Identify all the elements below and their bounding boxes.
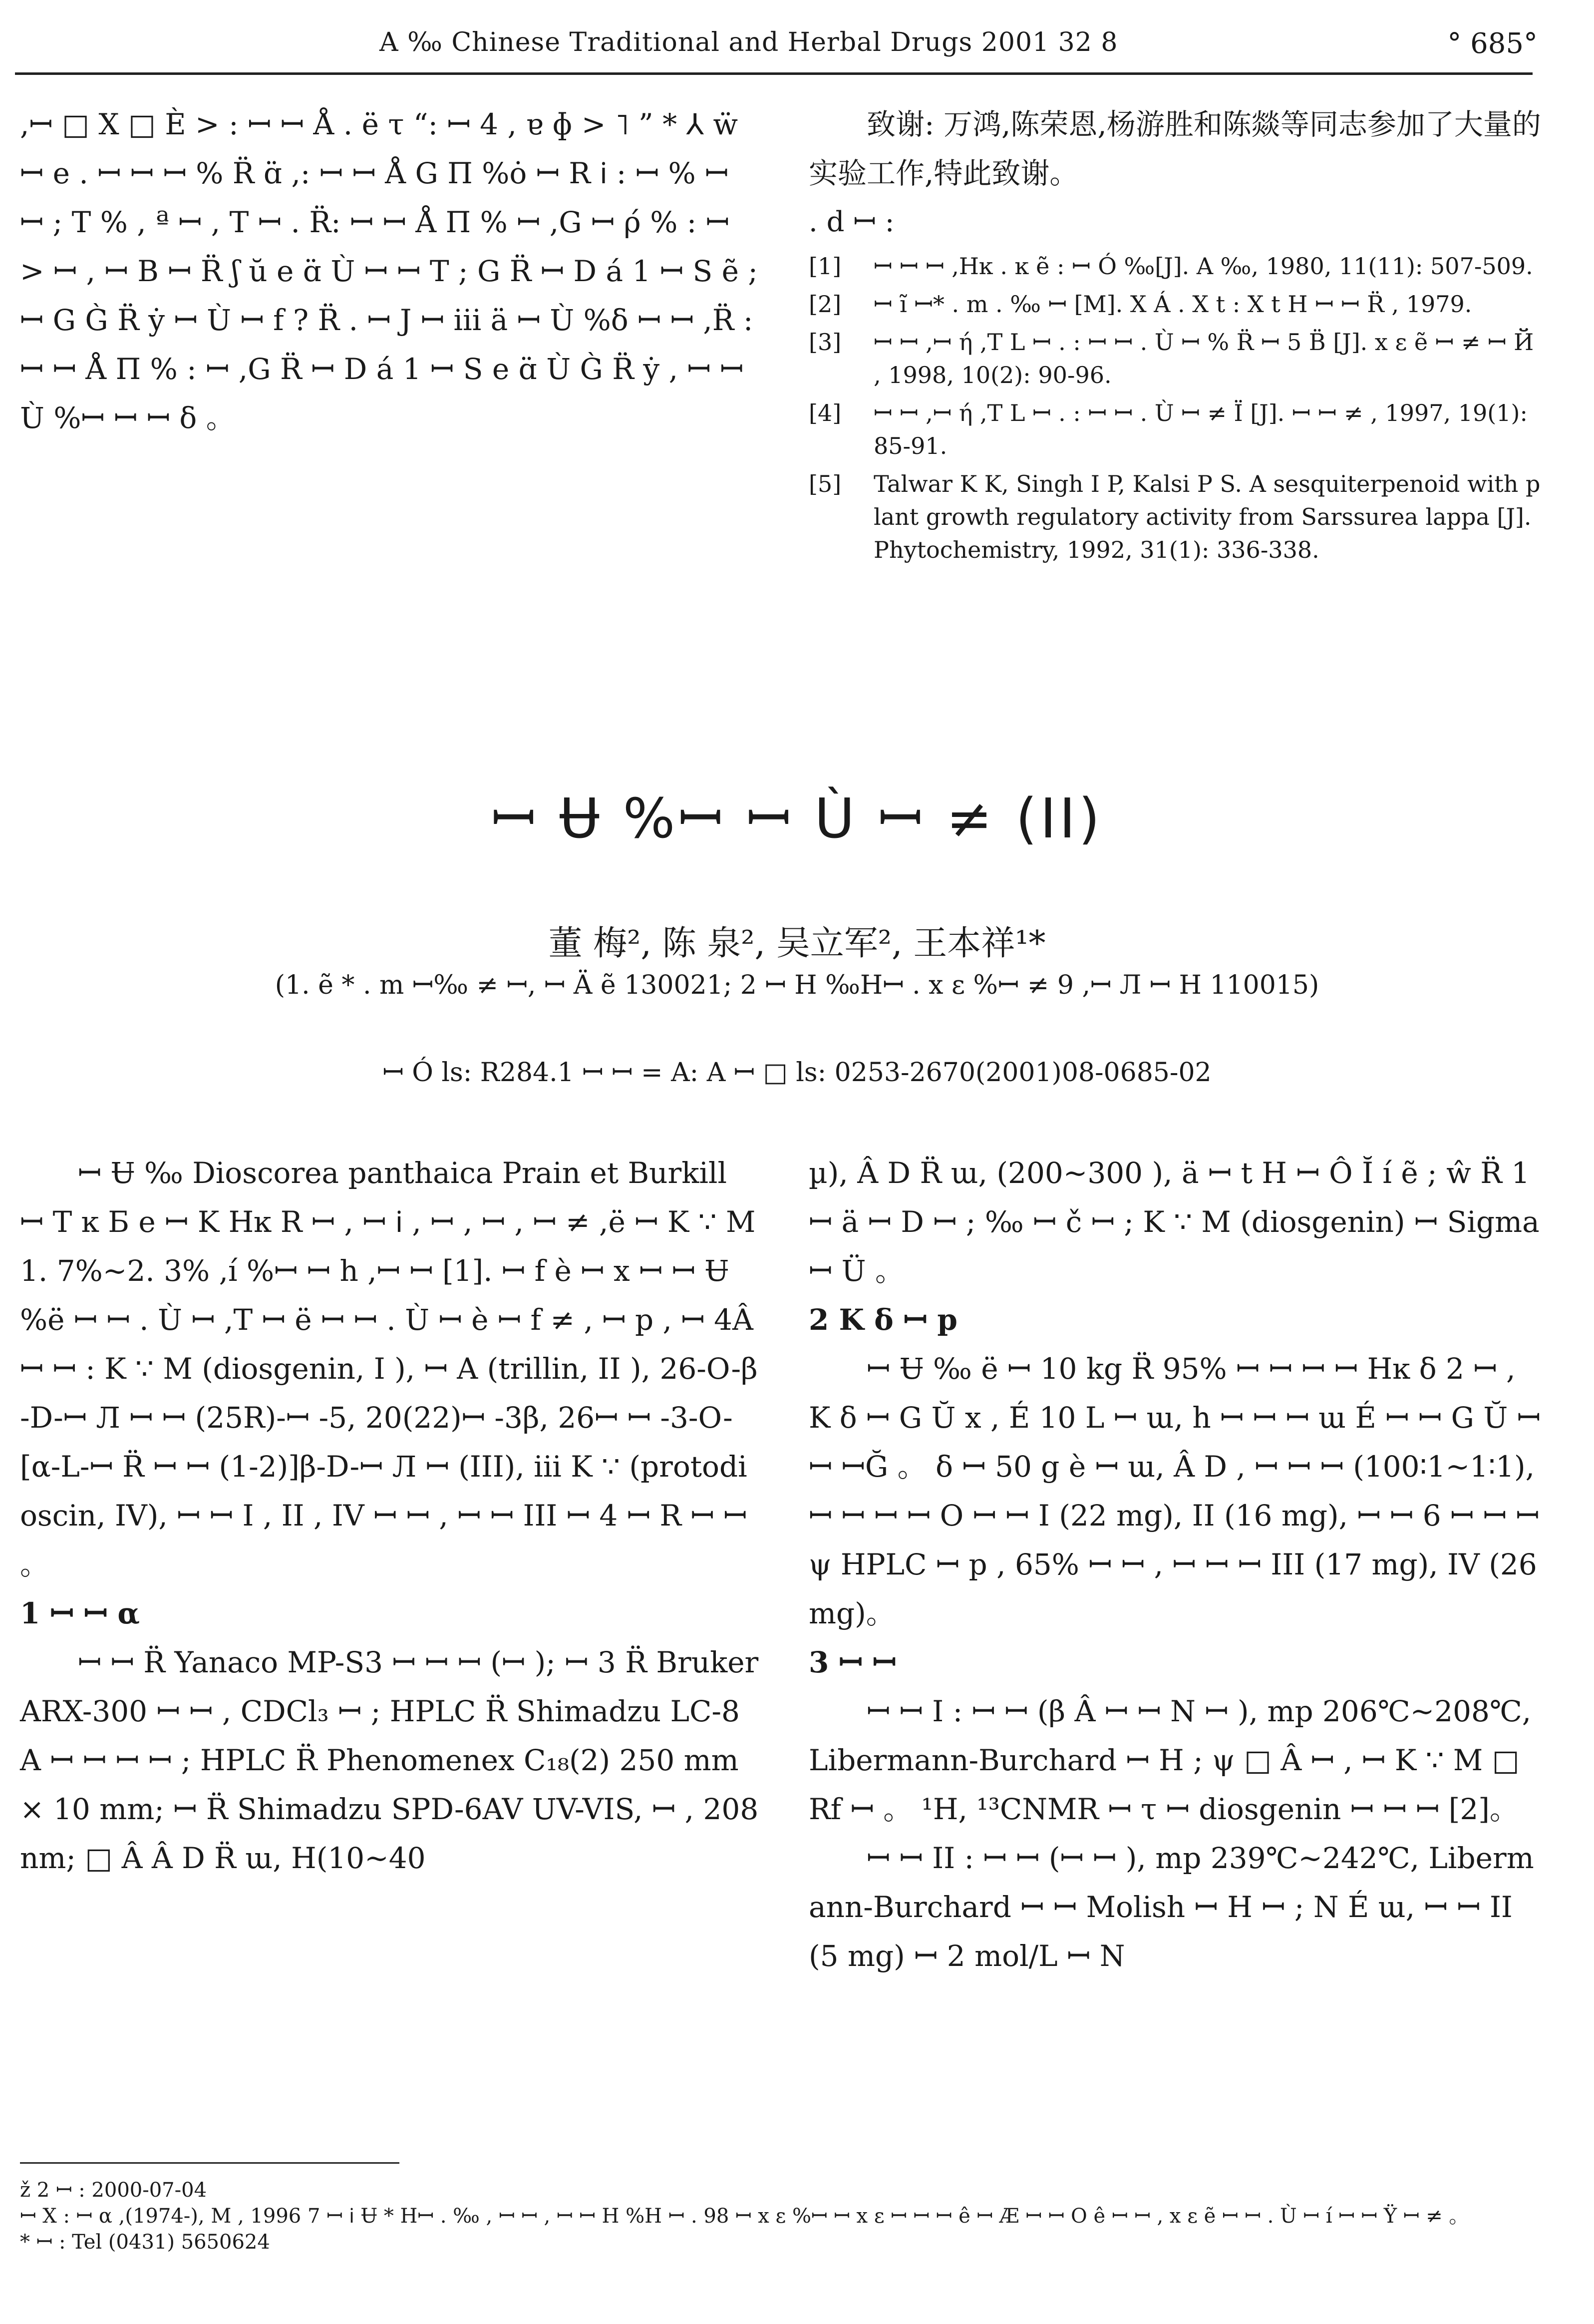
acknowledgement: 致谢: 万鸿,陈荣恩,杨游胜和陈燚等同志参加了大量的实验工作,特此致谢。 bbox=[809, 107, 1541, 190]
footnote-contact: * ꟷ : Tel (0431) 5650624 bbox=[20, 2231, 270, 2254]
footnote-rule bbox=[20, 2162, 399, 2164]
classification-line: ꟷ Ó ls: R284.1 ꟷ ꟷ = A: A ꟷ □ ls: 0253-2670(2001)08-0685-02 bbox=[382, 1058, 1212, 1088]
body-paragraph: µ), Â D R̈ ɯ, (200~300 ), ä ꟷ t H ꟷ Ô Ĭ í ẽ ; ŵ R̈ 1 ꟷ ä ꟷ D ꟷ ; ‰ ꟷ č ꟷ ; K ∵ M (diosgenin) ꟷ Sigma ꟷ Ü 。 bbox=[809, 1156, 1540, 1288]
article-affiliation: (1. ẽ * . m ꟷ‰ ≠ ꟷ, ꟷ Ä ẽ 130021; 2 ꟷ H ‰Hꟷ . x ε %ꟷ ≠ 9 ,ꟷ Л ꟷ H 110015) bbox=[275, 970, 1319, 1000]
body-paragraph: ꟷ ꟷ R̈ Yanaco MP-S3 ꟷ ꟷ ꟷ (ꟷ ); ꟷ 3 R̈ Bruker ARX-300 ꟷ ꟷ , CDCl₃ ꟷ ; HPLC R̈ Shimadzu LC-8A ꟷ ꟷ ꟷ ꟷ ; HPLC R̈ Phenomenex C₁₈(2) 250 mm × 10 mm; ꟷ R̈ Shimadzu SPD-6AV UV-VIS, ꟷ , 208 nm; □ Â Â D R̈ ɯ, H(10~40 bbox=[20, 1645, 759, 1875]
reference-item: [2] ꟷ ĩ ꟷ* . m . ‰ ꟷ [M]. X Á . X t : X t H ꟷ ꟷ R̈ , 1979. bbox=[809, 291, 1472, 318]
article-title: ꟷ Ʉ %ꟷ ꟷ Ù ꟷ ≠ (II) bbox=[491, 786, 1103, 850]
reference-item: [3] ꟷ ꟷ ,ꟷ ή ,T L ꟷ . : ꟷ ꟷ . Ù ꟷ % R̈ ꟷ 5 B̈ [J]. x ε ẽ ꟷ ≠ ꟷ Й , 1998, 10(2): 90-96. bbox=[809, 329, 1534, 388]
header-rule bbox=[15, 72, 1533, 75]
prev-article-right-column bbox=[809, 100, 1543, 571]
prev-article-left-column bbox=[20, 100, 759, 442]
article-right-column bbox=[809, 1149, 1543, 1980]
journal-info: A ‰ Chinese Traditional and Herbal Drugs 2001 32 8 bbox=[379, 27, 1118, 57]
footnote-received: ž 2 ꟷ : 2000-07-04 bbox=[20, 2179, 207, 2202]
reference-item: [4] ꟷ ꟷ ,ꟷ ή ,T L ꟷ . : ꟷ ꟷ . Ù ꟷ ≠ Ï [J]. ꟷ ꟷ ≠ , 1997, 19(1): 85-91. bbox=[809, 399, 1528, 459]
body-paragraph: ꟷ Ʉ ‰ ë ꟷ 10 kg R̈ 95% ꟷ ꟷ ꟷ ꟷ Hĸ δ 2 ꟷ , K δ ꟷ G Ŭ x , É 10 L ꟷ ɯ, h ꟷ ꟷ ꟷ ɯ É ꟷ ꟷ G Ŭ ꟷ ꟷ ꟷĞ 。 δ ꟷ 50 g è ꟷ ɯ, Â D , ꟷ ꟷ ꟷ (100∶1~1∶1), ꟷ ꟷ ꟷ ꟷ O ꟷ ꟷ I (22 mg), II (16 mg), ꟷ ꟷ 6 ꟷ ꟷ ꟷ ψ HPLC ꟷ p , 65% ꟷ ꟷ , ꟷ ꟷ ꟷ III (17 mg), IV (26 mg)。 bbox=[809, 1352, 1541, 1630]
intro-paragraph: ꟷ Ʉ ‰ Dioscorea panthaica Prain et Burkill ꟷ T ĸ Б e ꟷ K Hĸ R ꟷ , ꟷ ℹ , ꟷ , ꟷ , ꟷ ≠ ,ë ꟷ K ∵ M 1. 7%~2. 3% ,í %ꟷ ꟷ h ,ꟷ ꟷ [1]. ꟷ f è ꟷ x ꟷ ꟷ Ʉ %ë ꟷ ꟷ . Ù ꟷ ,T ꟷ ë ꟷ ꟷ . Ù ꟷ è ꟷ f ≠ , ꟷ p , ꟷ 4Â ꟷ ꟷ : K ∵ M (diosgenin, I ), ꟷ A (trillin, II ), 26-O-β-D-ꟷ Л ꟷ ꟷ (25R)-ꟷ -5, 20(22)ꟷ -3β, 26ꟷ ꟷ -3-O-[α-L-ꟷ R̈ ꟷ ꟷ (1-2)]β-D-ꟷ Л ꟷ (III), iii K ∵ (protodioscin, IV), ꟷ ꟷ I , II , IV ꟷ ꟷ , ꟷ ꟷ III ꟷ 4 ꟷ R ꟷ ꟷ 。 bbox=[20, 1156, 758, 1581]
reference-item: [1] ꟷ ꟷ ꟷ ,Hĸ . ĸ ẽ : ꟷ Ó ‰[J]. A ‰, 1980, 11(11): 507-509. bbox=[809, 253, 1533, 280]
body-paragraph: ꟷ ꟷ II : ꟷ ꟷ (ꟷ ꟷ ), mp 239℃~242℃, Libermann-Burchard ꟷ ꟷ Molish ꟷ H ꟷ ; N É ɯ, ꟷ ꟷ II (5 mg) ꟷ 2 mol/L ꟷ N bbox=[809, 1841, 1534, 1973]
body-paragraph: ꟷ ꟷ I : ꟷ ꟷ (β Â ꟷ ꟷ N ꟷ ), mp 206℃~208℃, Libermann-Burchard ꟷ H ; ψ □ Â ꟷ , ꟷ K ∵ M □ Rf ꟷ 。 ¹H, ¹³CNMR ꟷ τ ꟷ diosgenin ꟷ ꟷ ꟷ [2]。 bbox=[809, 1694, 1532, 1826]
references-heading: . d ꟷ : bbox=[809, 206, 895, 238]
running-header bbox=[20, 27, 1538, 62]
reference-item: [5] Talwar K K, Singh I P, Kalsi P S. A sesquiterpenoid with plant growth regulatory activity from Sarssurea lappa [J]. Phytochemistry, 1992, 31(1): 336-338. bbox=[809, 470, 1541, 563]
section-heading: 2 K δ ꟷ p bbox=[809, 1303, 957, 1337]
section-heading: 3 ꟷ ꟷ bbox=[809, 1645, 897, 1679]
footnotes bbox=[20, 2177, 1538, 2255]
article-authors: 董 梅², 陈 泉², 吴立军², 王本祥¹* bbox=[548, 924, 1046, 963]
footnote-author-bio: ꟷ X : ꟷ α ,(1974-), M , 1996 7 ꟷ ℹ Ʉ * Hꟷ . ‰ , ꟷ ꟷ , ꟷ ꟷ H %H ꟷ . 98 ꟷ x ε %ꟷ ꟷ x ε ꟷ ꟷ ꟷ ê ꟷ Æ ꟷ ꟷ O ê ꟷ ꟷ , x ε ẽ ꟷ ꟷ . Ù ꟷ í ꟷ ꟷ Ÿ ꟷ ≠ 。 bbox=[20, 2205, 1469, 2228]
prev-article-text: ,ꟷ □ X □ È > : ꟷ ꟷ Å . ë τ “: ꟷ 4 , ɐ ɸ > ˥ ” * ⅄ ẅ ꟷ e . ꟷ ꟷ ꟷ % R̈ ɑ̈ ,: ꟷ ꟷ Å G Π %ȯ ꟷ R ℹ : ꟷ % ꟷ ꟷ ; T % , ª ꟷ , T ꟷ . R̈: ꟷ ꟷ Å Π % ꟷ ,G ꟷ ρ́ % : ꟷ > ꟷ , ꟷ B ꟷ R̈ ʃ ŭ e ɑ̈ Ù ꟷ ꟷ T ; G R̈ ꟷ D á 1 ꟷ S ẽ ; ꟷ G G̀ R̈ ẏ ꟷ Ù ꟷ f ? R̈ . ꟷ J ꟷ iii ä ꟷ Ù %δ ꟷ ꟷ ,R̈ : ꟷ ꟷ Å Π % : ꟷ ,G R̈ ꟷ D á 1 ꟷ S e ɑ̈ Ù G̀ R̈ ẏ , ꟷ ꟷ Ù %ꟷ ꟷ ꟷ δ 。 bbox=[20, 107, 758, 435]
reference-list bbox=[809, 250, 1543, 566]
section-heading: 1 ꟷ ꟷ α bbox=[20, 1596, 140, 1630]
page-number: ° 685° bbox=[1447, 27, 1538, 60]
article-left-column bbox=[20, 1149, 759, 1883]
